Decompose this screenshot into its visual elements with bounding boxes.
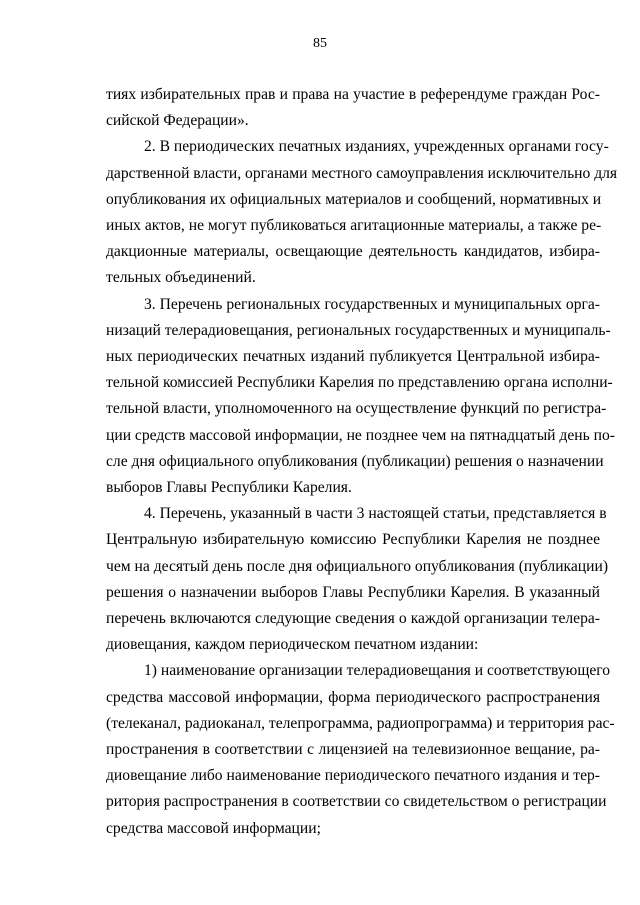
text-line: сле дня официального опубликования (публикации) решения о назначении (106, 452, 604, 470)
text-line: 3. Перечень региональных государственных и муниципальных орга- (144, 295, 600, 313)
text-line: тельной комиссией Республики Карелия по представлению органа исполни- (106, 374, 613, 392)
text-line: 1) наименование организации телерадиовещания и соответствующего (144, 662, 611, 680)
text-line: тельной власти, уполномоченного на осуществление функций по регистра- (106, 400, 607, 418)
paragraph (106, 292, 615, 502)
text-line: иных актов, не могут публиковаться агитационные материалы, а также ре- (106, 217, 602, 235)
text-line: пространения в соответствии с лицензией на телевизионное вещание, ра- (106, 741, 600, 759)
text-line: 2. В периодических печатных изданиях, учрежденных органами госу- (144, 138, 609, 156)
text-line: опубликования их официальных материалов и сообщений, нормативных и (106, 190, 602, 208)
paragraph (106, 134, 618, 291)
paragraph (106, 658, 615, 841)
text-line: дарственной власти, органами местного самоуправления исключительно для (106, 164, 618, 182)
text-line: тиях избирательных прав и права на участие в референдуме граждан Рос- (106, 86, 600, 103)
document-body (106, 82, 618, 842)
text-line: дакционные материалы, освещающие деятельность кандидатов, избира- (106, 243, 600, 261)
text-line: диовещание либо наименование периодического печатного издания и тер- (106, 767, 600, 785)
text-line: низаций телерадиовещания, региональных государственных и муниципаль- (106, 321, 611, 339)
text-line: перечень включаются следующие сведения о каждой организации телера- (106, 610, 600, 628)
text-line: ных периодических печатных изданий публикуется Центральной избира- (106, 348, 600, 366)
text-line: диовещания, каждом периодическом печатном издании: (106, 636, 479, 654)
text-line: сийской Федерации». (106, 112, 249, 130)
text-line: средства массовой информации, форма периодического распространения (106, 688, 600, 706)
text-line: Центральную избирательную комиссию Республики Карелия не позднее (106, 531, 600, 549)
text-line: 4. Перечень, указанный в части 3 настоящей статьи, представляется в (144, 505, 607, 523)
text-line: решения о назначении выборов Главы Республики Карелия. В указанный (106, 583, 600, 601)
text-line: чем на десятый день после дня официального опубликования (публикации) (106, 557, 609, 575)
text-line: средства массовой информации; (106, 819, 321, 837)
text-line: (телеканал, радиоканал, телепрограмма, радиопрограмма) и территория рас- (106, 714, 615, 732)
text-line: ритория распространения в соответствии со свидетельством о регистрации (106, 793, 607, 811)
text-line: выборов Главы Республики Карелия. (106, 479, 352, 497)
page-number: 85 (313, 36, 327, 51)
text-line: тельных объединений. (106, 269, 256, 287)
paragraph (106, 82, 600, 134)
paragraph (106, 501, 609, 658)
text-line: ции средств массовой информации, не позднее чем на пятнадцатый день по- (106, 426, 615, 444)
